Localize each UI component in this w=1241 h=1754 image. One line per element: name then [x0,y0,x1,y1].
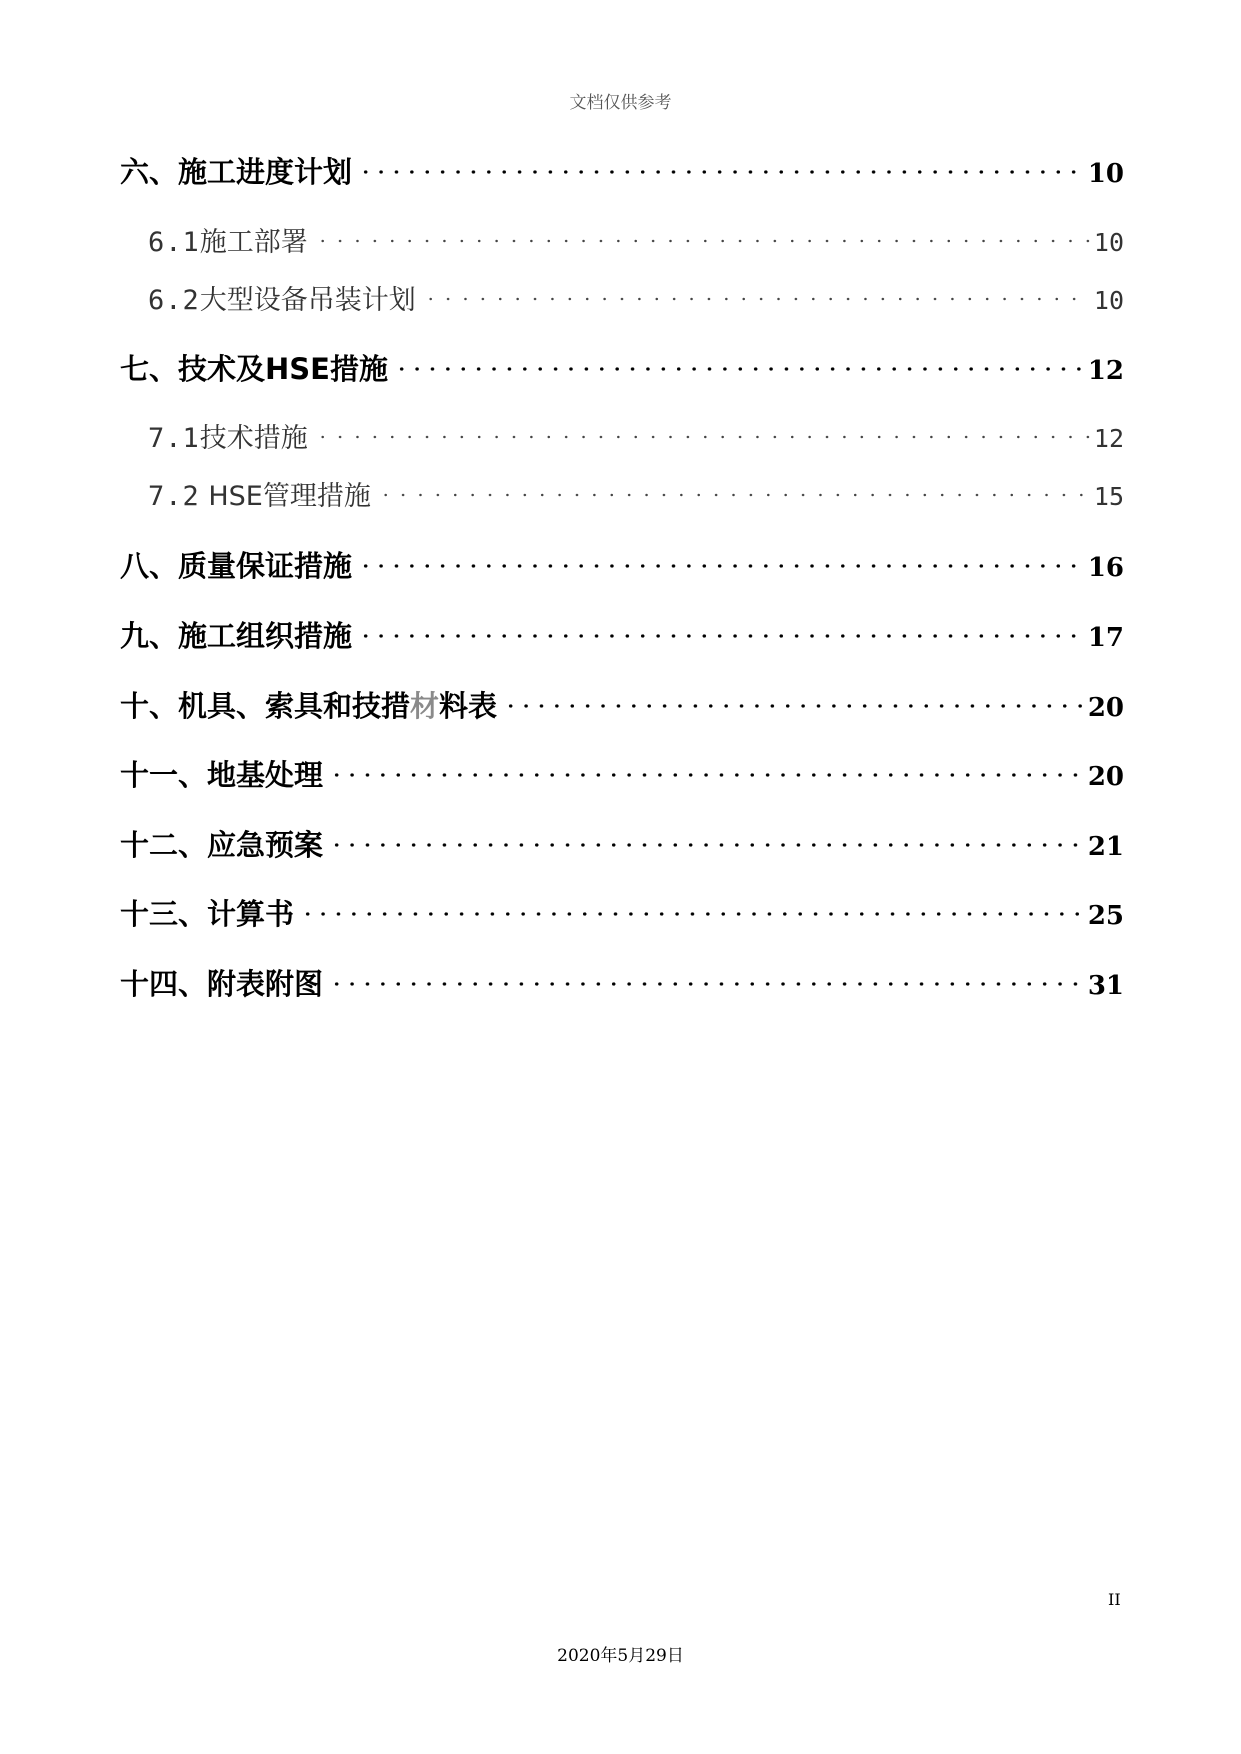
toc-entry-page: 12 [1093,424,1124,453]
toc-entry-page: 16 [1087,553,1124,583]
toc-entry-page: 15 [1093,482,1124,511]
toc-leader-dots [358,632,1084,640]
toc-entry[interactable] [120,150,1124,190]
toc-leader-dots [314,237,1090,245]
toc-entry-title [120,684,497,725]
toc-entry-title: 九、施工组织措施 [120,619,353,653]
page-number: II [1108,1590,1121,1609]
toc-entry[interactable] [120,347,1124,387]
toc-entry-title [120,278,416,317]
toc-entry-page: 10 [1093,286,1124,315]
toc-entry-text-faded: 材 [410,689,440,723]
toc-entry-text: 技术措施 [199,423,308,454]
toc-entry-text: 大型设备吊装计划 [199,285,416,316]
toc-entry-page: 10 [1093,228,1124,257]
toc-leader-dots [329,841,1084,849]
toc-entry-title: 十二、应急预案 [120,828,324,862]
toc-leader-dots [503,702,1084,710]
toc-entry[interactable] [120,278,1124,318]
toc-entry[interactable] [120,892,1124,932]
toc-leader-dots [300,910,1084,918]
toc-leader-dots [314,433,1090,441]
toc-entry-title: 六、施工进度计划 [120,155,353,189]
toc-entry[interactable] [120,962,1124,1002]
toc-entry[interactable] [120,544,1124,584]
toc-entry[interactable] [120,823,1124,863]
toc-entry[interactable] [120,753,1124,793]
toc-entry-number: 6.1 [148,227,200,258]
toc-entry-page: 20 [1087,762,1124,792]
toc-entry[interactable] [120,684,1124,724]
toc-leader-dots [377,491,1090,499]
footer-date: 2020年5月29日 [557,1646,684,1666]
toc-entry-text: 十、机具、索具和技措 [120,689,411,723]
toc-entry-page: 31 [1087,971,1124,1001]
toc-entry-page: 12 [1087,356,1124,386]
toc-entry-title [120,474,371,513]
toc-entry-title: 十一、地基处理 [120,758,324,792]
toc-entry-page: 25 [1087,901,1124,931]
toc-entry[interactable] [120,416,1124,456]
toc-entry-title: 十四、附表附图 [120,967,324,1001]
toc-entry-page: 20 [1087,693,1124,723]
toc-entry-title: 八、质量保证措施 [120,549,353,583]
toc-leader-dots [422,295,1090,303]
toc-entry-text: 施工部署 [199,227,308,258]
toc-entry[interactable] [120,474,1124,514]
toc-entry-number: 7.2 [148,481,200,512]
toc-entry-title: 十三、计算书 [120,897,295,931]
toc-leader-dots [358,562,1084,570]
toc-leader-dots [358,168,1084,176]
toc-entry-number: 6.2 [148,285,200,316]
toc-entry-page: 10 [1087,159,1124,189]
toc-entry-title [120,220,308,259]
toc-entry-number: 7.1 [148,423,200,454]
toc-leader-dots [394,365,1084,373]
toc-entry-title: 七、技术及HSE措施 [120,352,388,386]
toc-leader-dots [329,980,1084,988]
header-note: 文档仅供参考 [569,93,672,113]
toc-entry-title [120,416,308,455]
toc-entry-page: 21 [1087,832,1124,862]
toc-entry-page: 17 [1087,623,1124,653]
toc-entry[interactable] [120,220,1124,260]
toc-leader-dots [329,771,1084,779]
toc-entry-text: HSE管理措施 [199,481,371,512]
toc-entry[interactable] [120,614,1124,654]
toc-entry-text: 料表 [439,689,498,723]
